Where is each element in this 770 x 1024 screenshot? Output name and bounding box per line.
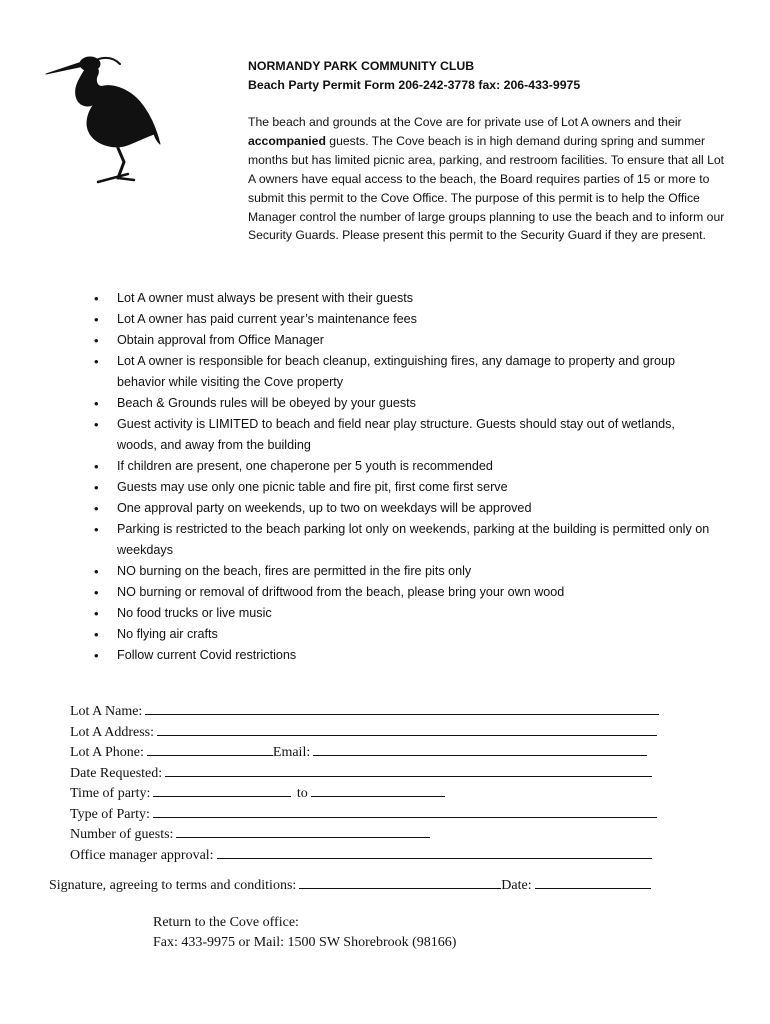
list-item: • No flying air crafts xyxy=(94,624,714,645)
list-item: • Parking is restricted to the beach parking lot only on weekends, parking at the building is permitted only on weekdays xyxy=(94,519,714,561)
signature-date-field[interactable] xyxy=(535,875,651,889)
intro-text-rest: guests. The Cove beach is in high demand during spring and summer months but has limited picnic area, parking, and restroom facilities. To ensure that all Lot A owners have equal access to the beach, the Board requires parties of 15 or more to submit this permit to the Cove Office. The purpose of this permit is to help the Office Manager control the number of large groups planning to use the beach and to inform our Security Guards. Please present this permit to the Security Guard if they are present. xyxy=(248,133,725,243)
guests-row xyxy=(70,824,690,845)
heron-logo xyxy=(44,52,164,192)
intro-text: The beach and grounds at the Cove are for private use of Lot A owners and their xyxy=(248,115,682,129)
time-start-field[interactable] xyxy=(153,783,291,797)
lot-phone-row xyxy=(70,742,690,763)
list-item: • Beach & Grounds rules will be obeyed by your guests xyxy=(94,393,714,414)
return-line-1: Return to the Cove office: xyxy=(153,915,299,930)
list-item: • NO burning on the beach, fires are permitted in the fire pits only xyxy=(94,561,714,582)
signature-row xyxy=(49,875,651,894)
approval-field[interactable] xyxy=(217,845,652,859)
list-item: • Guests may use only one picnic table and fire pit, first come first serve xyxy=(94,477,714,498)
signature-date-label: Date: xyxy=(501,878,532,893)
list-item: • Obtain approval from Office Manager xyxy=(94,330,714,351)
intro-emphasis: accompanied xyxy=(248,133,326,148)
lot-name-row xyxy=(70,701,690,722)
list-item: • Lot A owner is responsible for beach cleanup, extinguishing fires, any damage to property and group behavior while visiting the Cove property xyxy=(94,351,714,393)
date-requested-label: Date Requested: xyxy=(70,765,163,781)
email-field[interactable] xyxy=(313,742,647,756)
return-line-2: Fax: 433-9975 or Mail: 1500 SW Shorebrook (98166) xyxy=(153,934,457,950)
list-item: • Lot A owner has paid current year’s maintenance fees xyxy=(94,309,714,330)
lot-name-field[interactable] xyxy=(145,701,659,715)
date-requested-field[interactable] xyxy=(165,763,652,777)
approval-row xyxy=(70,845,690,866)
return-instructions xyxy=(153,913,456,952)
time-to-label: to xyxy=(296,786,308,801)
org-title: NORMANDY PARK COMMUNITY CLUB xyxy=(248,59,475,73)
party-type-row xyxy=(70,804,690,825)
list-item: • NO burning or removal of driftwood from the beach, please bring your own wood xyxy=(94,582,714,603)
approval-label: Office manager approval: xyxy=(70,847,214,863)
list-item: • Lot A owner must always be present with their guests xyxy=(94,288,714,309)
time-row xyxy=(70,783,690,804)
party-type-label: Type of Party: xyxy=(70,806,150,822)
list-item: • No food trucks or live music xyxy=(94,603,714,624)
date-requested-row xyxy=(70,763,690,784)
header xyxy=(248,57,728,245)
lot-name-label: Lot A Name: xyxy=(70,704,143,719)
rules-list xyxy=(94,288,714,666)
list-item: • Follow current Covid restrictions xyxy=(94,645,714,666)
list-item: • Guest activity is LIMITED to beach and field near play structure. Guests should stay out of wetlands, woods, and away from the building xyxy=(94,414,714,456)
intro-paragraph xyxy=(248,113,728,245)
list-item: • One approval party on weekends, up to two on weekdays will be approved xyxy=(94,498,714,519)
email-label: Email: xyxy=(272,745,311,760)
signature-label: Signature, agreeing to terms and conditions: xyxy=(49,878,297,893)
party-type-field[interactable] xyxy=(153,804,657,818)
lot-address-row xyxy=(70,722,690,743)
time-end-field[interactable] xyxy=(311,783,445,797)
lot-address-field[interactable] xyxy=(157,722,657,736)
permit-fields xyxy=(70,701,690,865)
guests-label: Number of guests: xyxy=(70,827,174,842)
time-label: Time of party: xyxy=(70,786,151,801)
lot-address-label: Lot A Address: xyxy=(70,724,155,740)
list-item: • If children are present, one chaperone per 5 youth is recommended xyxy=(94,456,714,477)
lot-phone-label: Lot A Phone: xyxy=(70,745,144,760)
lot-phone-field[interactable] xyxy=(147,742,273,756)
signature-field[interactable] xyxy=(299,875,501,889)
form-title: Beach Party Permit Form 206-242-3778 fax: 206-433-9975 xyxy=(248,78,581,92)
guests-field[interactable] xyxy=(176,824,430,838)
